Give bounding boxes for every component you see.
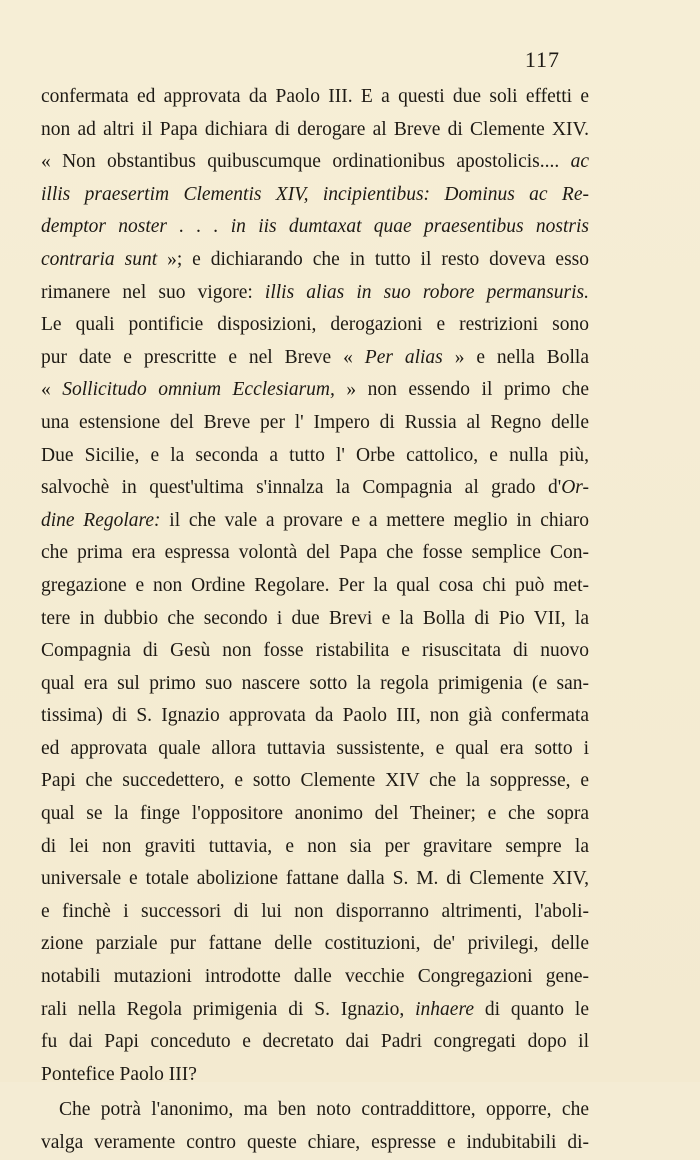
- text-segment: salvochè in quest'ultima s'innalza la Compagnia al grado d': [41, 477, 562, 499]
- page-number: 117: [524, 47, 560, 72]
- text-line: [41, 1094, 589, 1127]
- text-line: [41, 961, 589, 994]
- text-segment: «: [41, 379, 63, 401]
- text-line: [41, 1059, 589, 1092]
- text-line: [41, 114, 589, 147]
- text-segment: » non essendo il primo che: [334, 379, 589, 401]
- text-segment: rimanere nel suo vigore:: [41, 281, 265, 303]
- text-segment: il che vale a provare e a mettere meglio in chiaro: [160, 509, 589, 531]
- text-line: [41, 211, 589, 244]
- text-line: [41, 244, 589, 277]
- italic-text-segment: Sollicitudo omnium Ecclesiarum,: [62, 379, 335, 401]
- text-line: [41, 309, 589, 342]
- text-segment: Pontefice Paolo III?: [41, 1063, 197, 1085]
- text-segment: Compagnia di Gesù non fosse ristabilita e risuscitata di nuovo: [41, 640, 589, 662]
- text-line: [41, 472, 589, 505]
- italic-text-segment: Per alias: [364, 346, 443, 368]
- text-segment: tere in dubbio che secondo i due Brevi e la Bolla di Pio VII, la: [41, 607, 589, 629]
- text-line: [41, 407, 589, 440]
- text-segment: qual se la finge l'oppositore anonimo del Theiner; e che sopra: [41, 803, 589, 825]
- text-line: [41, 537, 589, 570]
- text-line: [41, 733, 589, 766]
- text-segment: » e nella Bolla: [442, 346, 589, 368]
- text-segment: ed approvata quale allora tuttavia sussistente, e qual era sotto i: [41, 737, 589, 759]
- text-line: [41, 994, 589, 1027]
- text-line: [41, 277, 589, 310]
- text-segment: qual era sul primo suo nascere sotto la regola primigenia (e san-: [41, 672, 589, 694]
- text-segment: Le quali pontificie disposizioni, derogazioni e restrizioni sono: [41, 314, 589, 336]
- text-segment: gregazione e non Ordine Regolare. Per la qual cosa chi può met-: [41, 574, 589, 596]
- text-segment: rali nella Regola primigenia di S. Ignazio,: [41, 998, 416, 1020]
- text-line: [41, 668, 589, 701]
- text-line: [41, 863, 589, 896]
- text-line: [41, 505, 589, 538]
- text-line: [41, 1026, 589, 1059]
- text-line: [41, 570, 589, 603]
- italic-text-segment: illis praesertim Clementis XIV, incipientibus: Dominus ac Re-: [41, 183, 589, 205]
- text-line: [41, 896, 589, 929]
- text-segment: Papi che succedettero, e sotto Clemente XIV che la soppresse, e: [41, 770, 589, 792]
- text-line: [41, 179, 589, 212]
- italic-text-segment: inhaere: [415, 998, 474, 1020]
- text-segment: fu dai Papi conceduto e decretato dai Padri congregati dopo il: [41, 1031, 589, 1053]
- italic-text-segment: Or-: [561, 477, 589, 499]
- text-line: [41, 765, 589, 798]
- text-segment: tissima) di S. Ignazio approvata da Paolo III, non già confermata: [41, 705, 589, 727]
- text-segment: e finchè i successori di lui non disporranno altrimenti, l'aboli-: [41, 900, 589, 922]
- text-segment: di quanto le: [473, 998, 589, 1020]
- text-line: [41, 81, 589, 114]
- italic-text-segment: contraria sunt: [41, 248, 158, 270]
- text-segment: confermata ed approvata da Paolo III. E a questi due soli effetti e: [41, 86, 589, 107]
- text-line: [41, 342, 589, 375]
- text-segment: universale e totale abolizione fattane dalla S. M. di Clemente XIV,: [41, 868, 589, 890]
- italic-text-segment: ac: [570, 151, 589, 173]
- text-line: [41, 146, 589, 179]
- text-line: [41, 374, 589, 407]
- text-segment: zione parziale pur fattane delle costituzioni, de' privilegi, delle: [41, 933, 589, 955]
- text-line: [41, 1127, 589, 1160]
- text-segment: una estensione del Breve per l' Impero di Russia al Regno delle: [41, 411, 589, 433]
- text-segment: notabili mutazioni introdotte dalle vecchie Congregazioni gene-: [41, 966, 589, 988]
- text-line: [41, 635, 589, 668]
- text-line: [41, 928, 589, 961]
- text-line: [41, 831, 589, 864]
- italic-text-segment: demptor noster . . . in iis dumtaxat quae praesentibus nostris: [41, 216, 589, 238]
- italic-text-segment: illis alias in suo robore permansuris.: [264, 281, 589, 303]
- text-segment: Che potrà l'anonimo, ma ben noto contraddittore, opporre, che: [59, 1099, 589, 1121]
- text-line: [41, 700, 589, 733]
- text-line: [41, 798, 589, 831]
- text-segment: di lei non graviti tuttavia, e non sia per gravitare sempre la: [41, 835, 589, 857]
- text-line: [41, 603, 589, 636]
- body-text: [41, 81, 589, 1160]
- text-segment: che prima era espressa volontà del Papa che fosse semplice Con-: [41, 542, 589, 564]
- text-segment: non ad altri il Papa dichiara di derogare al Breve di Clemente XIV.: [41, 118, 589, 140]
- italic-text-segment: dine Regolare:: [41, 509, 161, 531]
- text-segment: valga veramente contro queste chiare, espresse e indubitabili di-: [41, 1132, 589, 1153]
- text-segment: pur date e prescritte e nel Breve «: [41, 346, 365, 368]
- text-segment: Due Sicilie, e la seconda a tutto l' Orbe cattolico, e nulla più,: [41, 444, 589, 466]
- text-line: [41, 440, 589, 473]
- text-segment: « Non obstantibus quibuscumque ordinationibus apostolicis....: [41, 151, 571, 173]
- text-segment: »; e dichiarando che in tutto il resto doveva esso: [157, 248, 589, 270]
